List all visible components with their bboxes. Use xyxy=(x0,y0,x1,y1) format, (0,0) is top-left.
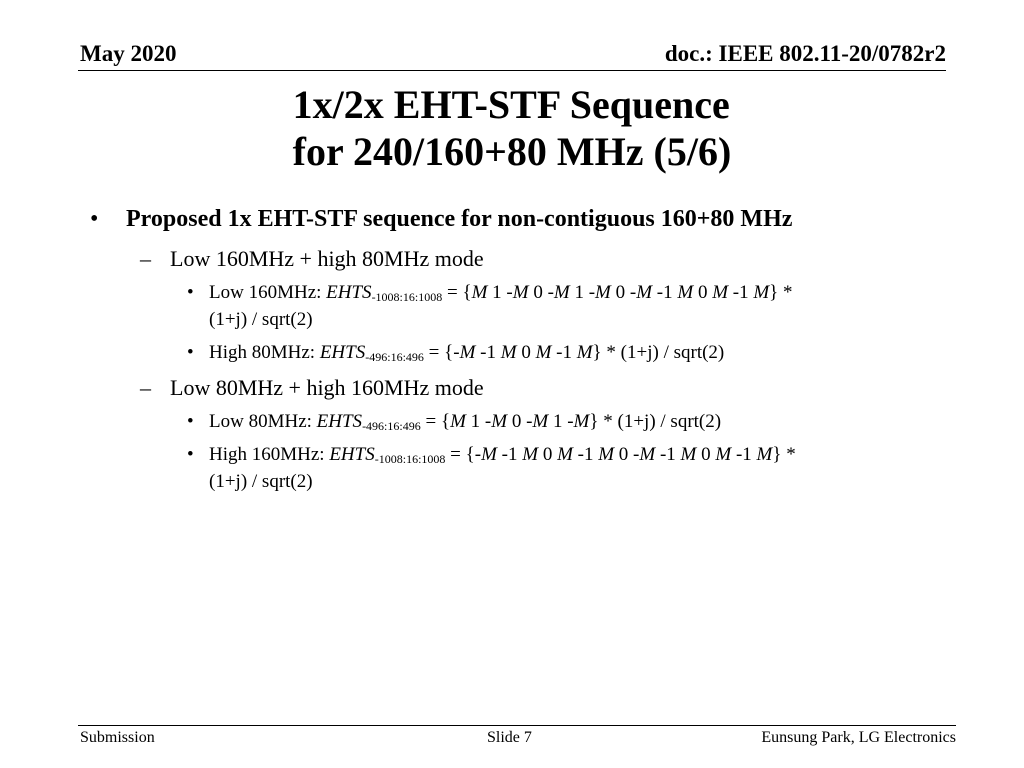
low160-sequence-cont: (1+j) / sqrt(2) xyxy=(209,309,313,330)
high80-sequence: High 80MHz: $EHTS_{-496:16:496} = \{-M$ -1 M 0 M -1 M} * (1+j) / sqrt(2) xyxy=(209,342,725,364)
bullet-proposed: Proposed 1x EHT-STF sequence for non-contiguous 160+80 MHz xyxy=(126,206,793,232)
footer-divider xyxy=(78,725,956,726)
header-date: May 2020 xyxy=(80,41,177,66)
footer-author: Eunsung Park, LG Electronics xyxy=(761,729,956,746)
footer-slide-number: Slide 7 xyxy=(487,729,532,746)
dash-marker: – xyxy=(140,375,151,400)
low160-sequence: Low 160MHz: $EHTS_{-1008:16:1008} = \{M$ 1 -M 0 -M 1 -M 0 -M -1 M 0 M -1 M} * xyxy=(209,282,793,304)
dot-marker: • xyxy=(187,342,194,363)
footer-submission: Submission xyxy=(80,729,155,746)
dash-marker: – xyxy=(140,246,151,271)
bullet-marker: • xyxy=(90,206,99,232)
title-line-1: 1x/2x EHT-STF Sequence xyxy=(292,82,730,127)
title-line-2: for 240/160+80 MHz (5/6) xyxy=(292,129,732,174)
low80-sequence: Low 80MHz: $EHTS_{-496:16:496} = \{M$ 1 -M 0 -M 1 -M} * (1+j) / sqrt(2) xyxy=(209,411,722,433)
dot-marker: • xyxy=(187,444,194,465)
dot-marker: • xyxy=(187,411,194,432)
header-doc-id: doc.: IEEE 802.11-20/0782r2 xyxy=(664,41,946,66)
high160-sequence-cont: (1+j) / sqrt(2) xyxy=(209,471,313,492)
high160-sequence: High 160MHz: $EHTS_{-1008:16:1008} = \{-M$ -1 M 0 M -1 M 0 -M -1 M 0 M -1 M} * xyxy=(209,444,796,466)
mode-low80-high160: Low 80MHz + high 160MHz mode xyxy=(170,375,484,400)
mode-low160-high80: Low 160MHz + high 80MHz mode xyxy=(170,246,484,271)
dot-marker: • xyxy=(187,282,194,303)
